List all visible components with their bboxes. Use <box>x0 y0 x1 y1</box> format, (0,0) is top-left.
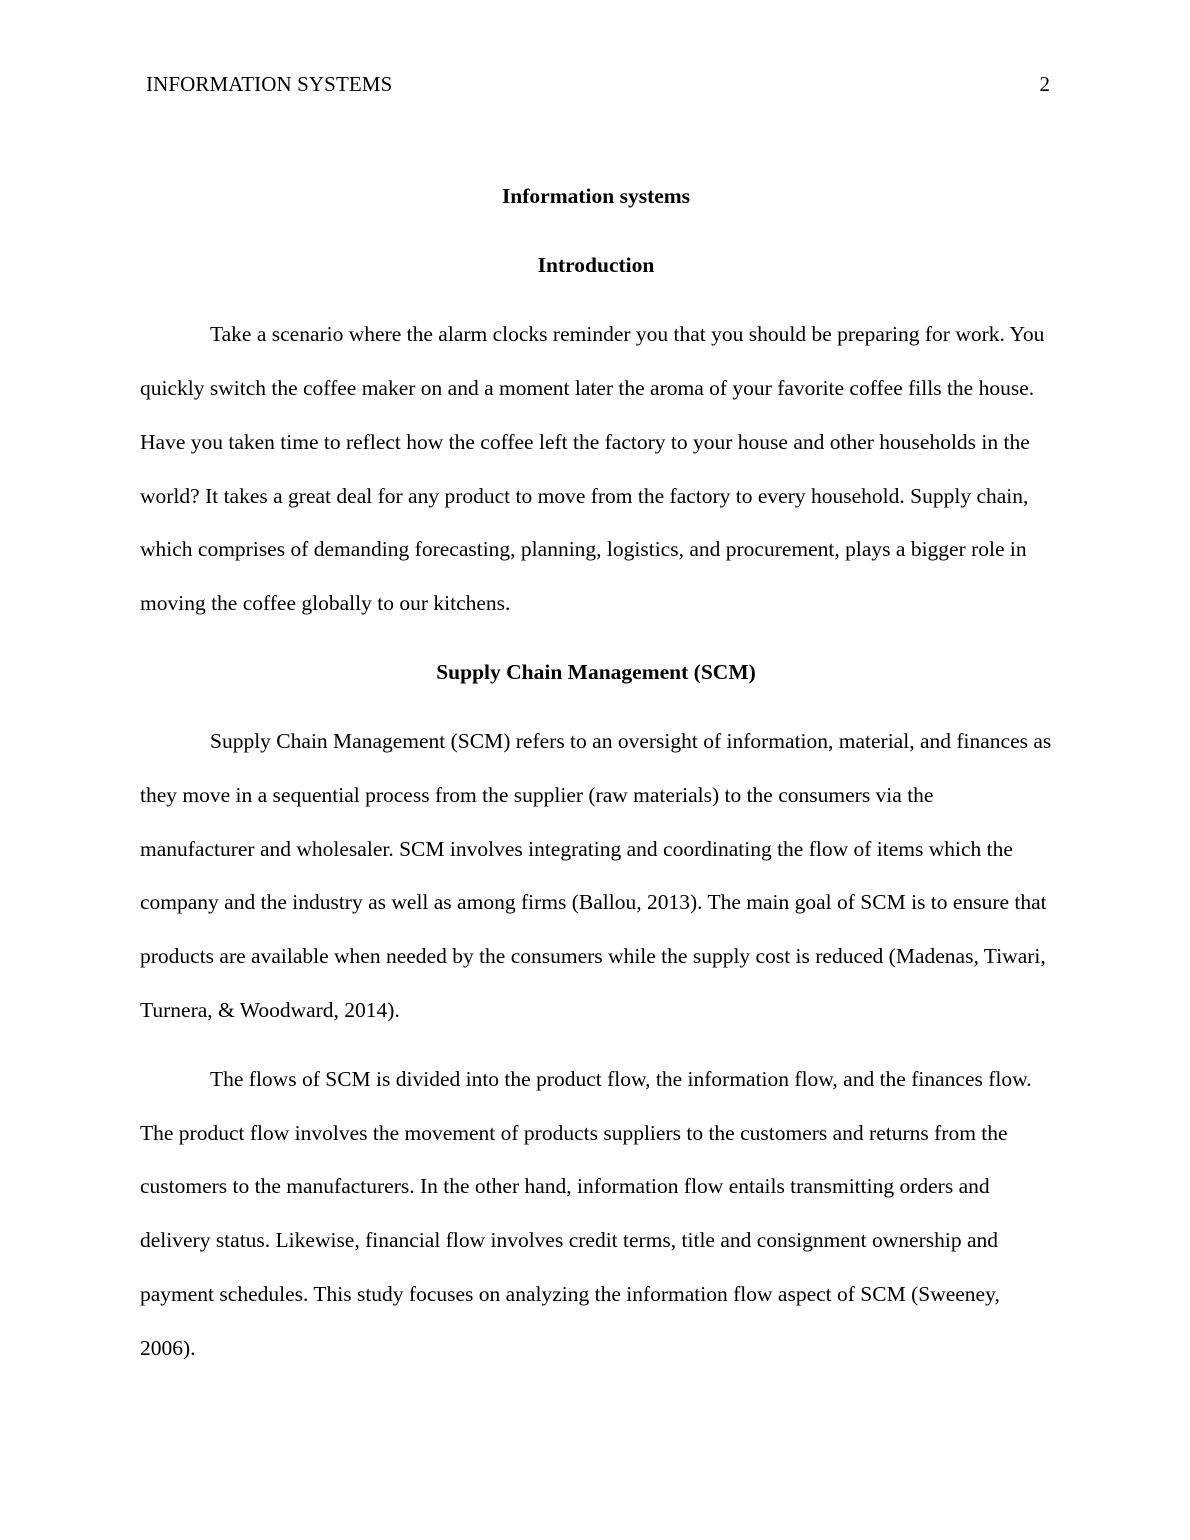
document-body <box>140 170 1052 1391</box>
scm-paragraph-1: Supply Chain Management (SCM) refers to an oversight of information, material, and finances as they move in a sequential process from the supplier (raw materials) to the consumers via the manufacturer and wholesaler. SCM involves integrating and coordinating the flow of items which the company and the industry as well as among firms (Ballou, 2013). The main goal of SCM is to ensure that products are available when needed by the consumers while the supply cost is reduced (Madenas, Tiwari, Turnera, & Woodward, 2014). <box>140 729 1052 1022</box>
scm-heading: Supply Chain Management (SCM) <box>436 660 756 685</box>
introduction-heading: Introduction <box>537 253 655 278</box>
introduction-paragraph: Take a scenario where the alarm clocks reminder you that you should be preparing for work. You quickly switch the coffee maker on and a moment later the aroma of your favorite coffee fills the house. Have you taken time to reflect how the coffee left the factory to your house and other households in the world? It takes a great deal for any product to move from the factory to every household. Supply chain, which comprises of demanding forecasting, planning, logistics, and procurement, plays a bigger role in moving the coffee globally to our kitchens. <box>140 322 1045 615</box>
running-head: INFORMATION SYSTEMS <box>146 72 393 96</box>
scm-paragraph-2: The flows of SCM is divided into the product flow, the information flow, and the finances flow. The product flow involves the movement of products suppliers to the customers and returns from the customers to the manufacturers. In the other hand, information flow entails transmitting orders and delivery status. Likewise, financial flow involves credit terms, title and consignment ownership and payment schedules. This study focuses on analyzing the information flow aspect of SCM (Sweeney, 2006). <box>140 1067 1032 1360</box>
document-title: Information systems <box>501 184 691 208</box>
page-number: 2 <box>1039 72 1050 96</box>
